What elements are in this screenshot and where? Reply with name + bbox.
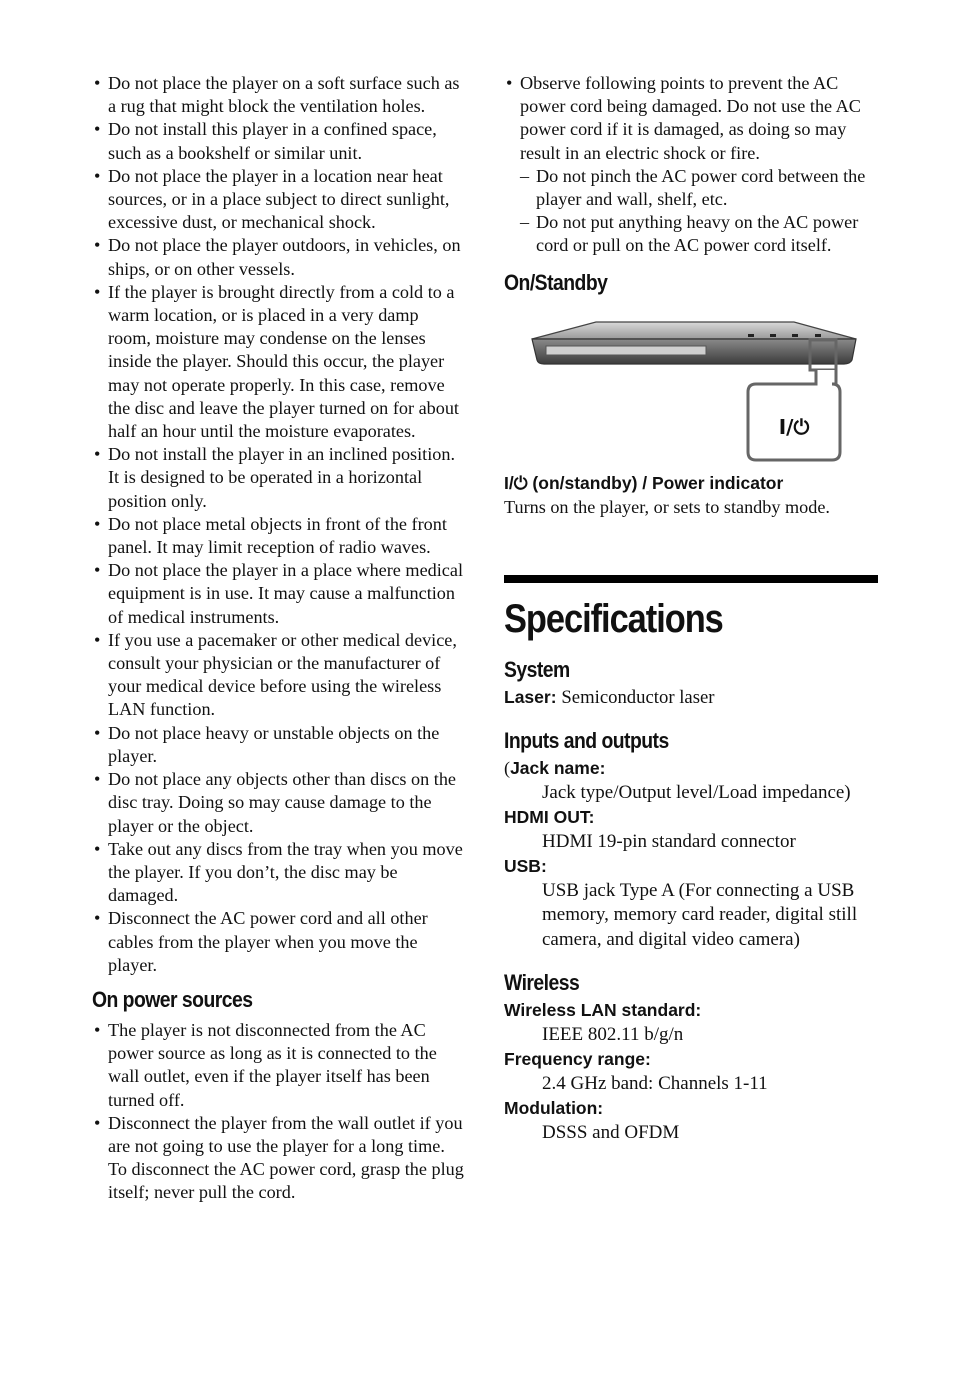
list-item: • If the player is brought directly from a cold to a warm location, or is placed in a very damp room, moisture may condense on the lenses inside the player. Should this occur, the player may not operate properly. In this case, remove the disc and leave the player turned on for about half an hour until the moisture evaporates. [92,281,466,443]
usb-definition: USB jack Type A (For connecting a USB memory, memory card reader, digital still camera, and digital video camera) [542,879,858,950]
wireless-lan-term: Wireless LAN standard: [504,1000,702,1021]
power-cord-list [504,72,878,258]
list-item: • If you use a pacemaker or other medical device, consult your physician or the manufacturer of your medical device before using the wireless LAN function. [92,629,466,722]
list-item: • Do not place the player in a location near heat sources, or in a place subject to direct sunlight, excessive dust, or mechanical shock. [92,165,466,235]
inputs-outputs-heading: Inputs and outputs [504,728,669,754]
list-item: • Take out any discs from the tray when you move the player. If you don’t, the disc may be damaged. [92,838,466,908]
list-item [504,72,878,258]
open-paren: ( [504,758,511,779]
list-item: • The player is not disconnected from the AC power source as long as it is connected to the wall outlet, even if the player itself has been turned off. [92,1019,466,1112]
frequency-range-term: Frequency range: [504,1049,651,1070]
callout-label: I/⏻ [778,414,810,439]
list-item: – Do not pinch the AC power cord between the player and wall, shelf, etc. [520,165,878,211]
blu-ray-player-illustration [504,302,878,472]
laser-value: Semiconductor laser [561,686,715,708]
list-item: • Do not place metal objects in front of the front panel. It may limit reception of radio waves. [92,513,466,559]
power-indicator-description: Turns on the player, or sets to standby mode. [504,496,830,517]
specifications-title: Specifications [504,596,723,641]
list-item: • Do not place any objects other than discs on the disc tray. Doing so may cause damage to the player or the object. [92,768,466,838]
power-cord-dash-list [520,165,878,258]
list-item: • Do not place heavy or unstable objects on the player. [92,722,466,768]
jack-name-term [504,756,878,781]
list-item: • Do not install this player in a confined space, such as a bookshelf or similar unit. [92,118,466,164]
list-item: • Do not place the player on a soft surface such as a rug that might block the ventilation holes. [92,72,466,118]
section-divider [504,575,878,583]
wireless-lan-definition: IEEE 802.11 b/g/n [542,1023,684,1045]
wireless-heading: Wireless [504,970,580,996]
modulation-term: Modulation: [504,1098,604,1119]
laser-spec [504,685,878,711]
power-cord-bullet-text: Observe following points to prevent the AC power cord being damaged. Do not use the AC power cord if it is damaged, as doing so may result in an electric shock or fire. [520,73,861,163]
laser-term: Laser: [504,686,557,707]
list-item: • Do not place the player outdoors, in vehicles, on ships, or on other vessels. [92,234,466,280]
jack-name-label: Jack name: [510,758,606,779]
on-standby-heading: On/Standby [504,269,608,295]
player-diagram [504,302,878,472]
list-item: • Do not place the player in a place where medical equipment is in use. It may cause a malfunction of medical instruments. [92,559,466,629]
power-sources-list [92,1019,466,1205]
list-item: – Do not put anything heavy on the AC power cord or pull on the AC power cord itself. [520,211,878,257]
left-column [92,72,466,1205]
list-item: • Disconnect the player from the wall outlet if you are not going to use the player for a long time. To disconnect the AC power cord, grasp the plug itself; never pull the cord. [92,1112,466,1205]
list-item: • Do not install the player in an inclined position. It is designed to be operated in a horizontal position only. [92,443,466,513]
frequency-range-definition: 2.4 GHz band: Channels 1-11 [542,1072,768,1094]
hdmi-out-definition: HDMI 19-pin standard connector [542,830,796,852]
jack-name-definition: Jack type/Output level/Load impedance) [542,781,851,803]
usb-term: USB: [504,856,547,877]
list-item: • Disconnect the AC power cord and all other cables from the player when you move the player. [92,907,466,977]
right-column [504,72,878,1145]
power-sources-heading: On power sources [92,986,253,1012]
power-indicator-title: I/⏻ (on/standby) / Power indicator [504,472,784,493]
modulation-definition: DSSS and OFDM [542,1121,680,1143]
system-heading: System [504,656,570,682]
hdmi-out-term: HDMI OUT: [504,807,595,828]
placement-precautions-list [92,72,466,977]
